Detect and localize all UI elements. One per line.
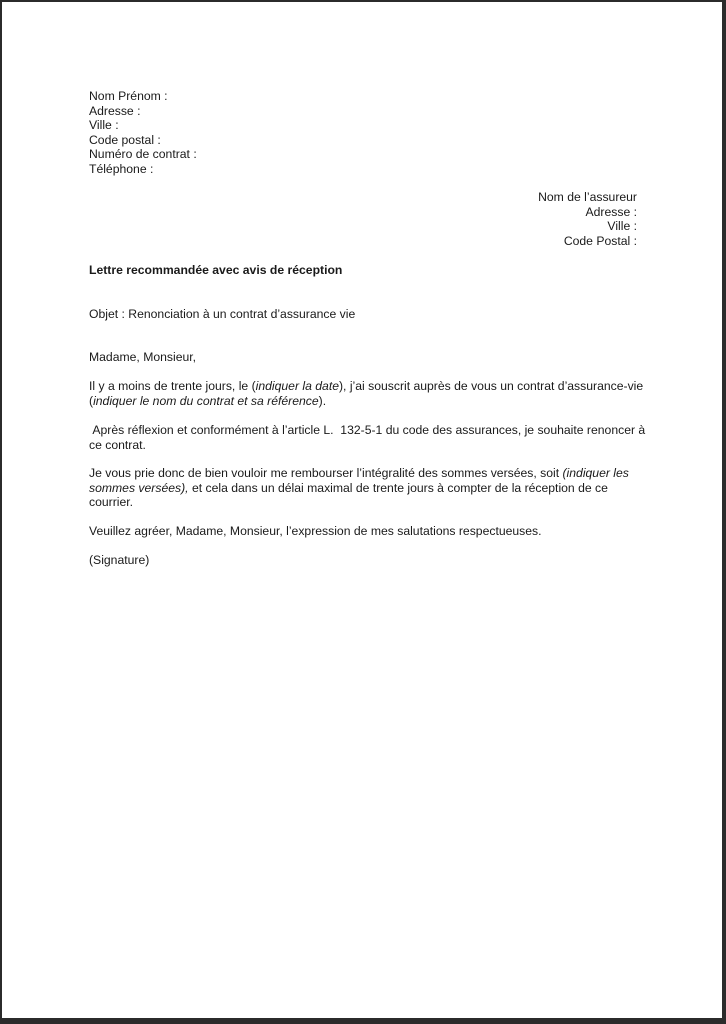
- recipient-postal: Code Postal :: [563, 233, 637, 248]
- recipient-address: Adresse :: [585, 204, 637, 219]
- sender-block: [89, 89, 197, 176]
- p3-text-a: Je vous prie donc de bien vouloir me rembourser l’intégralité des sommes versées, soit: [89, 466, 563, 480]
- p1-text-a: Il y a moins de trente jours, le (: [89, 379, 256, 393]
- signature: (Signature): [89, 553, 150, 567]
- recipient-city: Ville :: [607, 219, 637, 233]
- recipient-insurer: Nom de l’assureur: [538, 190, 637, 204]
- recipient-block: [538, 190, 637, 248]
- p3-text-b: et cela dans un délai maximal de trente jours à compter de la réception de ce courrier.: [89, 480, 608, 509]
- closing-formula: Veuillez agréer, Madame, Monsieur, l’expression de mes salutations respectueuses.: [89, 524, 542, 538]
- p1-placeholder-contract: indiquer le nom du contrat et sa référence: [93, 393, 319, 408]
- sender-postal: Code postal :: [89, 132, 161, 147]
- sender-name: Nom Prénom :: [89, 89, 168, 103]
- salutation: Madame, Monsieur,: [89, 350, 197, 364]
- p1-text-b: ), j’ai souscrit auprès de vous un contrat d’assurance-vie (: [89, 379, 644, 408]
- sender-contract: Numéro de contrat :: [89, 147, 197, 161]
- sender-phone: Téléphone :: [89, 161, 154, 176]
- delivery-mode: Lettre recommandée avec avis de réception: [89, 263, 343, 277]
- paragraph-1: [89, 379, 649, 408]
- sender-city: Ville :: [89, 118, 119, 132]
- letter-page: [2, 2, 722, 1018]
- letter-subject: Objet : Renonciation à un contrat d’assurance vie: [89, 307, 356, 321]
- p1-placeholder-date: indiquer la date: [255, 379, 339, 393]
- p1-text-c: ).: [318, 393, 327, 408]
- sender-address: Adresse :: [89, 103, 141, 118]
- paragraph-2: Après réflexion et conformément à l’article L. 132-5-1 du code des assurances, je souhaite renoncer à ce contrat.: [89, 423, 649, 452]
- p3-placeholder-amount: (indiquer les sommes versées),: [89, 466, 629, 495]
- paragraph-3: [89, 466, 649, 510]
